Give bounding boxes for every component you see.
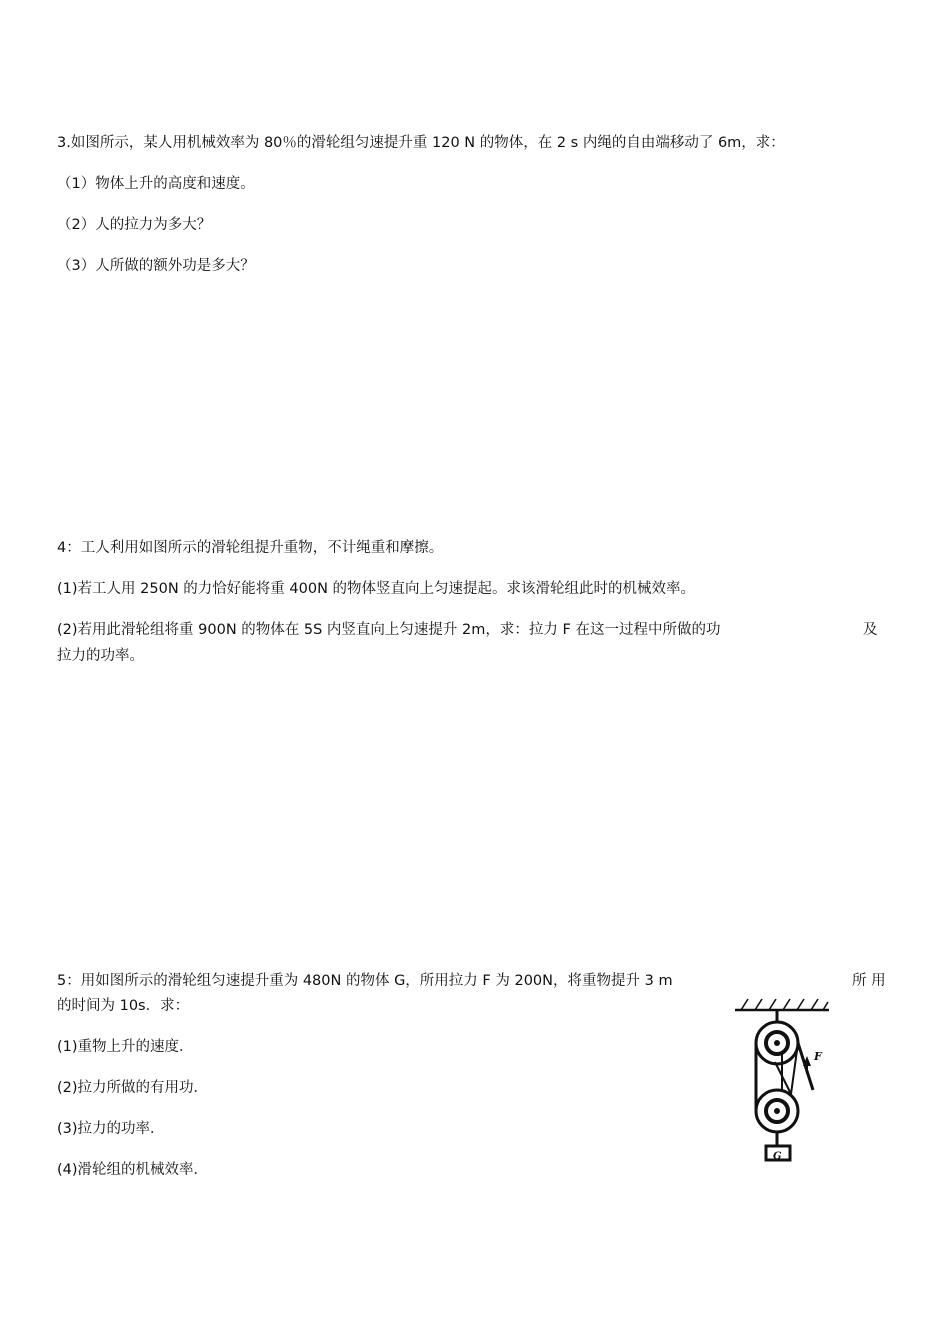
q3-part-3: （3）人所做的额外功是多大？ <box>57 258 255 274</box>
rope-free-end <box>798 1043 813 1090</box>
q4-part-1: (1)若工人用 250N 的力恰好能将重 400N 的物体竖直向上匀速提起。求该滑轮组此时的机械效率。 <box>57 581 696 597</box>
q4-stem: 4：工人利用如图所示的滑轮组提升重物，不计绳重和摩擦。 <box>57 540 444 556</box>
ceiling-hatch <box>741 999 828 1010</box>
q3-stem: 3.如图所示，某人用机械效率为 80％的滑轮组匀速提升重 120 N 的物体，在 2 s 内绳的自由端移动了 6m，求： <box>57 135 785 151</box>
q3-part-1: （1）物体上升的高度和速度。 <box>57 176 255 192</box>
q4-part-2: (2)若用此滑轮组将重 900N 的物体在 5S 内竖直向上匀速提升 2m，求：拉力 F 在这一过程中所做的功 <box>57 622 721 638</box>
rope-diagonal <box>791 1043 798 1094</box>
q5-stem-continued: 的时间为 10s．求： <box>57 998 190 1014</box>
q5-part-3: (3)拉力的功率． <box>57 1121 165 1137</box>
q5-part-1: (1)重物上升的速度． <box>57 1039 194 1055</box>
weight-label: G <box>773 1151 782 1162</box>
force-label: F <box>814 1050 822 1063</box>
q5-stem-tail: 所 用 <box>852 973 886 989</box>
q5-stem: 5：用如图所示的滑轮组匀速提升重为 480N 的物体 G，所用拉力 F 为 200N，将重物提升 3 m <box>57 973 673 989</box>
q5-part-2: (2)拉力所做的有用功． <box>57 1080 209 1096</box>
q3-part-2: （2）人的拉力为多大？ <box>57 217 212 233</box>
pulley-system-figure <box>733 994 833 1164</box>
q4-part-2-continued: 拉力的功率。 <box>57 648 144 664</box>
q4-part-2-tail: 及 <box>863 622 878 638</box>
q5-part-4: (4)滑轮组的机械效率． <box>57 1162 209 1178</box>
